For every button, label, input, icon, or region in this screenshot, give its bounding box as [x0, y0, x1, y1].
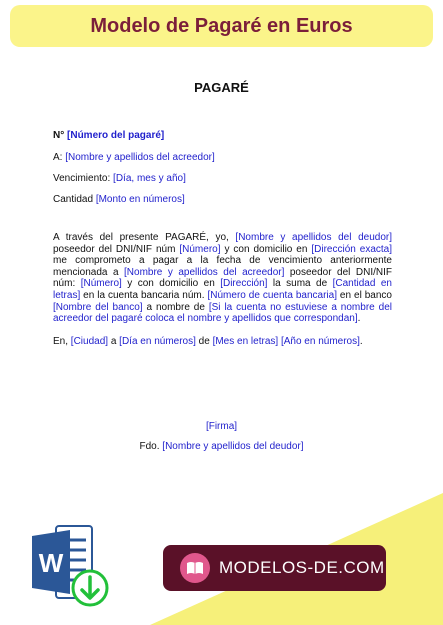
body-placeholder: [Cantidad en letras] [53, 278, 392, 301]
due-date-label: Vencimiento: [53, 173, 111, 184]
note-number-label: N° [53, 130, 65, 141]
signed-by-label: Fdo. [139, 441, 160, 452]
body-placeholder: [Si la cuenta no estuviese a nombre del acreedor del pagaré coloca el nombre y apellidos que correspondan] [53, 301, 392, 325]
body-text: A través del presente PAGARÉ, yo, [53, 232, 236, 243]
body-text: y con domicilio en [220, 243, 312, 255]
body-placeholder: [Dirección exacta] [311, 243, 392, 255]
body-placeholder: [Dirección] [220, 278, 268, 290]
signed-by-line [0, 441, 443, 452]
note-number-field [53, 130, 164, 141]
due-date-placeholder: [Día, mes y año] [113, 173, 186, 184]
body-placeholder: [Número de cuenta bancaria] [207, 289, 337, 301]
word-document-icon[interactable] [30, 522, 110, 612]
body-text: en el banco [336, 289, 392, 301]
place-de: de [195, 336, 213, 347]
signed-by-placeholder: [Nombre y apellidos del deudor] [162, 441, 304, 452]
body-text: . [357, 313, 361, 325]
creditor-label: A: [53, 152, 63, 163]
body-text: poseedor del DNI/NIF núm [53, 243, 180, 255]
body-placeholder: [Número] [179, 243, 221, 255]
title-banner [10, 5, 433, 47]
amount-placeholder: [Monto en números] [95, 194, 185, 205]
page-title: Modelo de Pagaré en Euros [90, 14, 353, 37]
body-placeholder: [Nombre del banco] [53, 301, 143, 313]
body-placeholder: [Nombre y apellidos del acreedor] [124, 266, 285, 278]
day-placeholder: [Día en números] [119, 336, 196, 347]
year-placeholder: [Año en números] [280, 336, 360, 347]
note-number-placeholder: [Número del pagaré] [67, 130, 165, 141]
place-end: . [359, 336, 363, 347]
amount-field [53, 194, 185, 205]
body-placeholder: [Nombre y apellidos del deudor] [235, 232, 392, 243]
signature-line [0, 421, 443, 432]
place-a: a [108, 336, 120, 347]
place-date-line [53, 336, 363, 347]
body-text: a nombre de [142, 301, 209, 313]
signature-placeholder: [Firma] [205, 421, 238, 432]
word-letter: W [38, 548, 64, 578]
body-text: en la cuenta bancaria núm. [80, 289, 208, 301]
creditor-field [53, 152, 215, 163]
month-placeholder: [Mes en letras] [212, 336, 279, 347]
amount-label: Cantidad [53, 194, 94, 205]
body-text: la suma de [267, 278, 333, 290]
city-placeholder: [Ciudad] [70, 336, 109, 347]
body-placeholder: [Número] [80, 278, 122, 290]
book-icon [186, 561, 204, 575]
brand-logo [180, 553, 210, 583]
brand-name: MODELOS-DE.COM [219, 558, 385, 577]
document-heading: PAGARÉ [194, 80, 249, 95]
brand-badge[interactable] [163, 545, 386, 591]
body-text: y con domicilio en [121, 278, 221, 290]
body-text: me comprometo a pagar a la fecha de vencimiento anteriormente mencionada a [53, 255, 392, 278]
download-arrow-icon [73, 571, 107, 605]
body-text: poseedor del DNI/NIF núm: [53, 266, 392, 290]
due-date-field [53, 173, 186, 184]
place-prefix: En, [53, 336, 71, 347]
promissory-body-paragraph [53, 232, 392, 325]
creditor-placeholder: [Nombre y apellidos del acreedor] [65, 152, 215, 163]
